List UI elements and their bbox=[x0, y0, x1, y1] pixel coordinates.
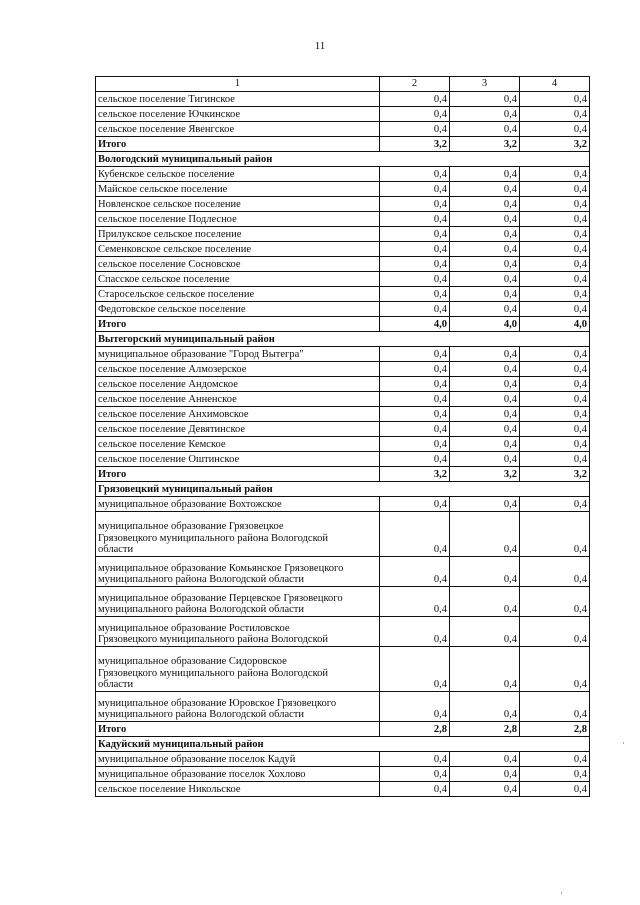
settlement-name-line: сельское поселение Явенгское bbox=[98, 124, 235, 136]
settlement-name-cell bbox=[96, 182, 380, 197]
value-cell: 0,4 bbox=[380, 407, 450, 422]
table-row bbox=[96, 257, 590, 272]
value-cell: 0,4 bbox=[450, 392, 520, 407]
total-label: Итого bbox=[96, 317, 380, 332]
value-cell: 0,4 bbox=[520, 287, 590, 302]
value-cell: 0,4 bbox=[450, 122, 520, 137]
table-row bbox=[96, 272, 590, 287]
settlement-name-line: сельское поселение Андомское bbox=[98, 379, 238, 391]
value-cell: 0,4 bbox=[450, 272, 520, 287]
value-cell: 0,4 bbox=[450, 587, 520, 617]
settlement-name-cell bbox=[96, 122, 380, 137]
value-cell: 0,4 bbox=[380, 182, 450, 197]
value-cell: 0,4 bbox=[450, 497, 520, 512]
value-cell: 0,4 bbox=[450, 437, 520, 452]
total-value-cell: 3,2 bbox=[520, 137, 590, 152]
section-title: Вологодский муниципальный район bbox=[96, 152, 590, 167]
table-row bbox=[96, 407, 590, 422]
value-cell: 0,4 bbox=[450, 92, 520, 107]
value-cell: 0,4 bbox=[380, 647, 450, 692]
settlement-name-cell bbox=[96, 782, 380, 797]
value-cell: 0,4 bbox=[520, 767, 590, 782]
table-row bbox=[96, 767, 590, 782]
value-cell: 0,4 bbox=[450, 347, 520, 362]
value-cell: 0,4 bbox=[520, 197, 590, 212]
value-cell: 0,4 bbox=[520, 227, 590, 242]
settlement-name-cell bbox=[96, 287, 380, 302]
settlement-name-line: муниципальное образование Юровское Грязовецкого bbox=[98, 697, 337, 709]
settlement-name-line: области bbox=[98, 544, 134, 556]
value-cell: 0,4 bbox=[520, 257, 590, 272]
value-cell: 0,4 bbox=[380, 497, 450, 512]
table-row bbox=[96, 287, 590, 302]
section-header-row bbox=[96, 737, 590, 752]
table-row bbox=[96, 227, 590, 242]
value-cell: 0,4 bbox=[520, 407, 590, 422]
table-row bbox=[96, 512, 590, 557]
total-value-cell: 3,2 bbox=[380, 137, 450, 152]
settlement-name-line: Новленское сельское поселение bbox=[98, 199, 241, 211]
settlement-name-cell bbox=[96, 617, 380, 647]
value-cell: 0,4 bbox=[520, 302, 590, 317]
settlement-name-cell bbox=[96, 212, 380, 227]
value-cell: 0,4 bbox=[520, 692, 590, 722]
settlement-name-line: сельское поселение Анхимовское bbox=[98, 409, 249, 421]
total-value-cell: 3,2 bbox=[520, 467, 590, 482]
settlement-name-line: Семенковское сельское поселение bbox=[98, 244, 252, 256]
value-cell: 0,4 bbox=[520, 422, 590, 437]
section-title: Кадуйский муниципальный район bbox=[96, 737, 590, 752]
value-cell: 0,4 bbox=[520, 452, 590, 467]
settlement-name-cell bbox=[96, 512, 380, 557]
value-cell: 0,4 bbox=[380, 272, 450, 287]
value-cell: 0,4 bbox=[450, 167, 520, 182]
value-cell: 0,4 bbox=[380, 692, 450, 722]
value-cell: 0,4 bbox=[380, 512, 450, 557]
section-title: Грязовецкий муниципальный район bbox=[96, 482, 590, 497]
value-cell: 0,4 bbox=[520, 212, 590, 227]
settlement-name-cell bbox=[96, 107, 380, 122]
value-cell: 0,4 bbox=[450, 362, 520, 377]
total-value-cell: 3,2 bbox=[450, 137, 520, 152]
settlement-name-cell bbox=[96, 92, 380, 107]
settlement-name-line: сельское поселение Сосновское bbox=[98, 259, 241, 271]
value-cell: 0,4 bbox=[520, 647, 590, 692]
settlement-name-cell bbox=[96, 767, 380, 782]
column-header: 3 bbox=[450, 77, 520, 92]
value-cell: 0,4 bbox=[520, 782, 590, 797]
settlement-name-line: Спасское сельское поселение bbox=[98, 274, 230, 286]
settlement-name-line: Майское сельское поселение bbox=[98, 184, 228, 196]
settlement-name-cell bbox=[96, 362, 380, 377]
settlement-name-cell bbox=[96, 197, 380, 212]
total-row bbox=[96, 467, 590, 482]
value-cell: 0,4 bbox=[380, 122, 450, 137]
value-cell: 0,4 bbox=[450, 227, 520, 242]
settlement-name-line: Грязовецкого муниципального района Вологодской bbox=[98, 634, 329, 646]
value-cell: 0,4 bbox=[450, 287, 520, 302]
settlement-name-cell bbox=[96, 557, 380, 587]
settlement-name-line: Кубенское сельское поселение bbox=[98, 169, 235, 181]
total-label: Итого bbox=[96, 137, 380, 152]
margin-tick: · bbox=[560, 888, 563, 898]
settlement-name-line: муниципальное образование Сидоровское bbox=[98, 656, 287, 668]
settlement-name-cell bbox=[96, 407, 380, 422]
settlement-name-cell bbox=[96, 692, 380, 722]
total-value-cell: 2,8 bbox=[380, 722, 450, 737]
table-row bbox=[96, 197, 590, 212]
value-cell: 0,4 bbox=[380, 212, 450, 227]
table-row bbox=[96, 362, 590, 377]
settlement-name-line: сельское поселение Анненское bbox=[98, 394, 237, 406]
table-row bbox=[96, 752, 590, 767]
settlement-name-cell bbox=[96, 647, 380, 692]
table-row bbox=[96, 782, 590, 797]
settlement-name-cell bbox=[96, 347, 380, 362]
column-header: 4 bbox=[520, 77, 590, 92]
settlement-name-line: муниципального района Вологодской области bbox=[98, 604, 305, 616]
table-row bbox=[96, 167, 590, 182]
value-cell: 0,4 bbox=[380, 377, 450, 392]
settlement-name-line: муниципального района Вологодской области bbox=[98, 574, 305, 586]
settlement-name-line: Федотовское сельское поселение bbox=[98, 304, 246, 316]
value-cell: 0,4 bbox=[380, 767, 450, 782]
settlement-name-cell bbox=[96, 272, 380, 287]
total-value-cell: 2,8 bbox=[520, 722, 590, 737]
settlement-name-line: муниципальное образование Грязовецкое bbox=[98, 521, 284, 533]
margin-tick: · bbox=[622, 738, 625, 748]
value-cell: 0,4 bbox=[380, 227, 450, 242]
allocation-table-body bbox=[96, 77, 590, 797]
value-cell: 0,4 bbox=[380, 92, 450, 107]
settlement-name-line: Прилукское сельское поселение bbox=[98, 229, 242, 241]
value-cell: 0,4 bbox=[380, 347, 450, 362]
settlement-name-cell bbox=[96, 242, 380, 257]
table-row bbox=[96, 212, 590, 227]
value-cell: 0,4 bbox=[520, 392, 590, 407]
value-cell: 0,4 bbox=[380, 557, 450, 587]
value-cell: 0,4 bbox=[450, 197, 520, 212]
settlement-name-line: муниципальное образование поселок Хохлово bbox=[98, 769, 306, 781]
value-cell: 0,4 bbox=[450, 257, 520, 272]
value-cell: 0,4 bbox=[380, 362, 450, 377]
settlement-name-line: муниципального района Вологодской области bbox=[98, 709, 305, 721]
table-row bbox=[96, 647, 590, 692]
value-cell: 0,4 bbox=[380, 782, 450, 797]
table-row bbox=[96, 587, 590, 617]
value-cell: 0,4 bbox=[450, 557, 520, 587]
value-cell: 0,4 bbox=[380, 587, 450, 617]
settlement-name-cell bbox=[96, 392, 380, 407]
value-cell: 0,4 bbox=[520, 167, 590, 182]
table-row bbox=[96, 392, 590, 407]
settlement-name-line: Грязовецкого муниципального района Вологодской bbox=[98, 532, 329, 544]
settlement-name-line: муниципальное образование "Город Вытегра" bbox=[98, 349, 304, 361]
settlement-name-line: сельское поселение Кемское bbox=[98, 439, 226, 451]
total-row bbox=[96, 137, 590, 152]
value-cell: 0,4 bbox=[520, 497, 590, 512]
total-value-cell: 2,8 bbox=[450, 722, 520, 737]
value-cell: 0,4 bbox=[520, 362, 590, 377]
page-number: 11 bbox=[314, 40, 326, 52]
column-header: 1 bbox=[96, 77, 380, 92]
table-row bbox=[96, 437, 590, 452]
value-cell: 0,4 bbox=[450, 182, 520, 197]
value-cell: 0,4 bbox=[520, 617, 590, 647]
settlement-name-cell bbox=[96, 422, 380, 437]
value-cell: 0,4 bbox=[380, 167, 450, 182]
value-cell: 0,4 bbox=[380, 197, 450, 212]
table-row bbox=[96, 452, 590, 467]
table-row bbox=[96, 557, 590, 587]
table-row bbox=[96, 122, 590, 137]
value-cell: 0,4 bbox=[450, 452, 520, 467]
value-cell: 0,4 bbox=[450, 212, 520, 227]
table-row bbox=[96, 242, 590, 257]
value-cell: 0,4 bbox=[520, 437, 590, 452]
value-cell: 0,4 bbox=[520, 512, 590, 557]
settlement-name-cell bbox=[96, 227, 380, 242]
value-cell: 0,4 bbox=[520, 347, 590, 362]
value-cell: 0,4 bbox=[450, 647, 520, 692]
settlement-name-cell bbox=[96, 497, 380, 512]
value-cell: 0,4 bbox=[380, 752, 450, 767]
value-cell: 0,4 bbox=[520, 557, 590, 587]
value-cell: 0,4 bbox=[450, 617, 520, 647]
value-cell: 0,4 bbox=[450, 242, 520, 257]
total-row bbox=[96, 317, 590, 332]
settlement-name-line: сельское поселение Ючкинское bbox=[98, 109, 241, 121]
table-row bbox=[96, 107, 590, 122]
value-cell: 0,4 bbox=[520, 587, 590, 617]
settlement-name-line: Старосельское сельское поселение bbox=[98, 289, 255, 301]
table-row bbox=[96, 302, 590, 317]
settlement-name-line: муниципальное образование поселок Кадуй bbox=[98, 754, 296, 766]
section-header-row bbox=[96, 332, 590, 347]
value-cell: 0,4 bbox=[520, 182, 590, 197]
value-cell: 0,4 bbox=[380, 422, 450, 437]
table-header-row bbox=[96, 77, 590, 92]
settlement-name-line: сельское поселение Никольское bbox=[98, 784, 241, 796]
value-cell: 0,4 bbox=[450, 767, 520, 782]
settlement-name-cell bbox=[96, 437, 380, 452]
total-value-cell: 4,0 bbox=[380, 317, 450, 332]
value-cell: 0,4 bbox=[450, 302, 520, 317]
table-row bbox=[96, 182, 590, 197]
section-header-row bbox=[96, 482, 590, 497]
value-cell: 0,4 bbox=[380, 107, 450, 122]
total-value-cell: 3,2 bbox=[380, 467, 450, 482]
total-row bbox=[96, 722, 590, 737]
settlement-name-cell bbox=[96, 452, 380, 467]
total-value-cell: 4,0 bbox=[520, 317, 590, 332]
total-value-cell: 4,0 bbox=[450, 317, 520, 332]
value-cell: 0,4 bbox=[380, 392, 450, 407]
settlement-name-line: сельское поселение Алмозерское bbox=[98, 364, 247, 376]
settlement-name-cell bbox=[96, 587, 380, 617]
settlement-name-cell bbox=[96, 302, 380, 317]
value-cell: 0,4 bbox=[380, 302, 450, 317]
total-label: Итого bbox=[96, 467, 380, 482]
value-cell: 0,4 bbox=[450, 107, 520, 122]
allocation-table bbox=[95, 76, 590, 797]
settlement-name-line: муниципальное образование Вохтожское bbox=[98, 499, 282, 511]
settlement-name-line: Грязовецкого муниципального района Вологодской bbox=[98, 667, 329, 679]
value-cell: 0,4 bbox=[380, 257, 450, 272]
table-row bbox=[96, 617, 590, 647]
table-row bbox=[96, 377, 590, 392]
column-header: 2 bbox=[380, 77, 450, 92]
value-cell: 0,4 bbox=[520, 377, 590, 392]
section-header-row bbox=[96, 152, 590, 167]
value-cell: 0,4 bbox=[520, 107, 590, 122]
settlement-name-line: сельское поселение Тигинское bbox=[98, 94, 235, 106]
value-cell: 0,4 bbox=[380, 452, 450, 467]
settlement-name-line: муниципальное образование Комьянское Грязовецкого bbox=[98, 562, 344, 574]
value-cell: 0,4 bbox=[450, 692, 520, 722]
value-cell: 0,4 bbox=[380, 242, 450, 257]
value-cell: 0,4 bbox=[380, 437, 450, 452]
settlement-name-cell bbox=[96, 377, 380, 392]
total-label: Итого bbox=[96, 722, 380, 737]
value-cell: 0,4 bbox=[450, 377, 520, 392]
settlement-name-line: сельское поселение Оштинское bbox=[98, 454, 240, 466]
table-row bbox=[96, 92, 590, 107]
value-cell: 0,4 bbox=[450, 782, 520, 797]
value-cell: 0,4 bbox=[520, 122, 590, 137]
value-cell: 0,4 bbox=[380, 617, 450, 647]
value-cell: 0,4 bbox=[520, 752, 590, 767]
table-row bbox=[96, 692, 590, 722]
value-cell: 0,4 bbox=[450, 752, 520, 767]
settlement-name-cell bbox=[96, 167, 380, 182]
value-cell: 0,4 bbox=[450, 407, 520, 422]
table-row bbox=[96, 497, 590, 512]
table-row bbox=[96, 347, 590, 362]
value-cell: 0,4 bbox=[380, 287, 450, 302]
settlement-name-line: муниципальное образование Ростиловское bbox=[98, 622, 290, 634]
settlement-name-line: сельское поселение Подлесное bbox=[98, 214, 237, 226]
value-cell: 0,4 bbox=[520, 272, 590, 287]
section-title: Вытегорский муниципальный район bbox=[96, 332, 590, 347]
value-cell: 0,4 bbox=[450, 422, 520, 437]
table-row bbox=[96, 422, 590, 437]
settlement-name-cell bbox=[96, 752, 380, 767]
total-value-cell: 3,2 bbox=[450, 467, 520, 482]
value-cell: 0,4 bbox=[520, 92, 590, 107]
value-cell: 0,4 bbox=[450, 512, 520, 557]
settlement-name-line: области bbox=[98, 679, 134, 691]
settlement-name-line: муниципальное образование Перцевское Грязовецкого bbox=[98, 592, 343, 604]
settlement-name-line: сельское поселение Девятинское bbox=[98, 424, 246, 436]
settlement-name-cell bbox=[96, 257, 380, 272]
value-cell: 0,4 bbox=[520, 242, 590, 257]
